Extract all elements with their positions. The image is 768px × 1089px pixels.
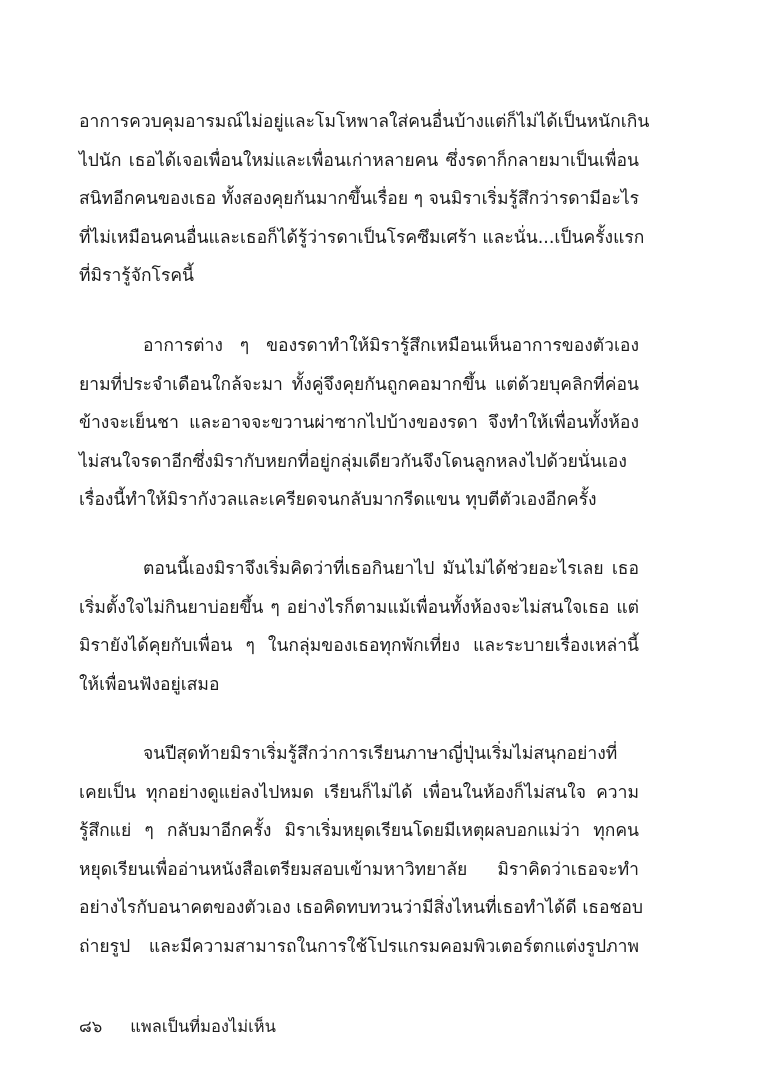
book-title: แพลเป็นที่มองไม่เห็น (130, 1017, 276, 1036)
page-footer (79, 1014, 276, 1040)
text-line: หยุดเรียนเพื่ออ่านหนังสือเตรียมสอบเข้ามหาวิทยาลัย มิราคิดว่าเธอจะทำ (79, 859, 639, 880)
text-line: ที่ไม่เหมือนคนอื่นและเธอก็ได้รู้ว่ารดาเป็นโรคซึมเศร้า และนั่น...เป็นครั้งแรก (79, 227, 645, 248)
text-line: ข้างจะเย็นชา และอาจจะขวานผ่าซากไปบ้างของรดา จึงทำให้เพื่อนทั้งห้อง (79, 413, 639, 434)
text-line: มิรายังได้คุยกับเพื่อน ๆ ในกลุ่มของเธอทุกพักเที่ยง และระบายเรื่องเหล่านี้ (79, 636, 639, 657)
text-line: สนิทอีกคนของเธอ ทั้งสองคุยกันมากขึ้นเรื่อย ๆ จนมิราเริ่มรู้สึกว่ารดามีอะไร (79, 189, 640, 210)
text-line: รู้สึกแย่ ๆ กลับมาอีกครั้ง มิราเริ่มหยุดเรียนโดยมีเหตุผลบอกแม่ว่า ทุกคน (79, 821, 639, 842)
text-line: อย่างไรกับอนาคตของตัวเอง เธอคิดทบทวนว่ามีสิ่งไหนที่เธอทำได้ดี เธอชอบ (79, 898, 643, 919)
text-line: อาการควบคุมอารมณ์ไม่อยู่และโมโหพาลใส่คนอื่นบ้างแต่ก็ไม่ได้เป็นหนักเกิน (79, 112, 650, 132)
text-line: เคยเป็น ทุกอย่างดูแย่ลงไปหมด เรียนก็ไม่ได้ เพื่อนในห้องก็ไม่สนใจ ความ (79, 782, 639, 803)
text-line: จนปีสุดท้ายมิราเริ่มรู้สึกว่าการเรียนภาษาญี่ปุ่นเริ่มไม่สนุกอย่างที่ (143, 744, 618, 764)
page-number: ๘๖ (79, 1017, 103, 1036)
text-line: อาการต่าง ๆ ของรดาทำให้มิรารู้สึกเหมือนเห็นอาการของตัวเอง (143, 336, 639, 356)
text-line: ตอนนี้เองมิราจึงเริ่มคิดว่าที่เธอกินยาไป มันไม่ได้ช่วยอะไรเลย เธอ (143, 559, 639, 579)
text-line: ไปนัก เธอได้เจอเพื่อนใหม่และเพื่อนเก่าหลายคน ซึ่งรดาก็กลายมาเป็นเพื่อน (79, 150, 639, 171)
text-line: ที่มิรารู้จักโรคนี้ (79, 266, 195, 287)
paragraph-symptoms (79, 327, 639, 520)
text-line: ยามที่ประจำเดือนใกล้จะมา ทั้งคู่จึงคุยกันถูกคอมากขึ้น แต่ด้วยบุคลิกที่ค่อน (79, 374, 639, 395)
text-line: เริ่มตั้งใจไม่กินยาบ่อยขึ้น ๆ อย่างไรก็ตามแม้เพื่อนทั้งห้องจะไม่สนใจเธอ แต่ (79, 597, 639, 618)
paragraph-medication (79, 550, 639, 704)
text-line: เรื่องนี้ทำให้มิรากังวลและเครียดจนกลับมากรีดแขน ทุบตีตัวเองอีกครั้ง (79, 490, 597, 511)
text-line: ไม่สนใจรดาอีกซึ่งมิรากับหยกที่อยู่กลุ่มเดียวกันจึงโดนลูกหลงไปด้วยนั่นเอง (79, 451, 627, 472)
paragraph-final-year (79, 735, 643, 967)
text-line: ถ่ายรูป และมีความสามารถในการใช้โปรแกรมคอมพิวเตอร์ตกแต่งรูปภาพ (79, 936, 639, 957)
paragraph-continuation (79, 103, 650, 296)
text-line: ให้เพื่อนฟังอยู่เสมอ (79, 674, 220, 695)
